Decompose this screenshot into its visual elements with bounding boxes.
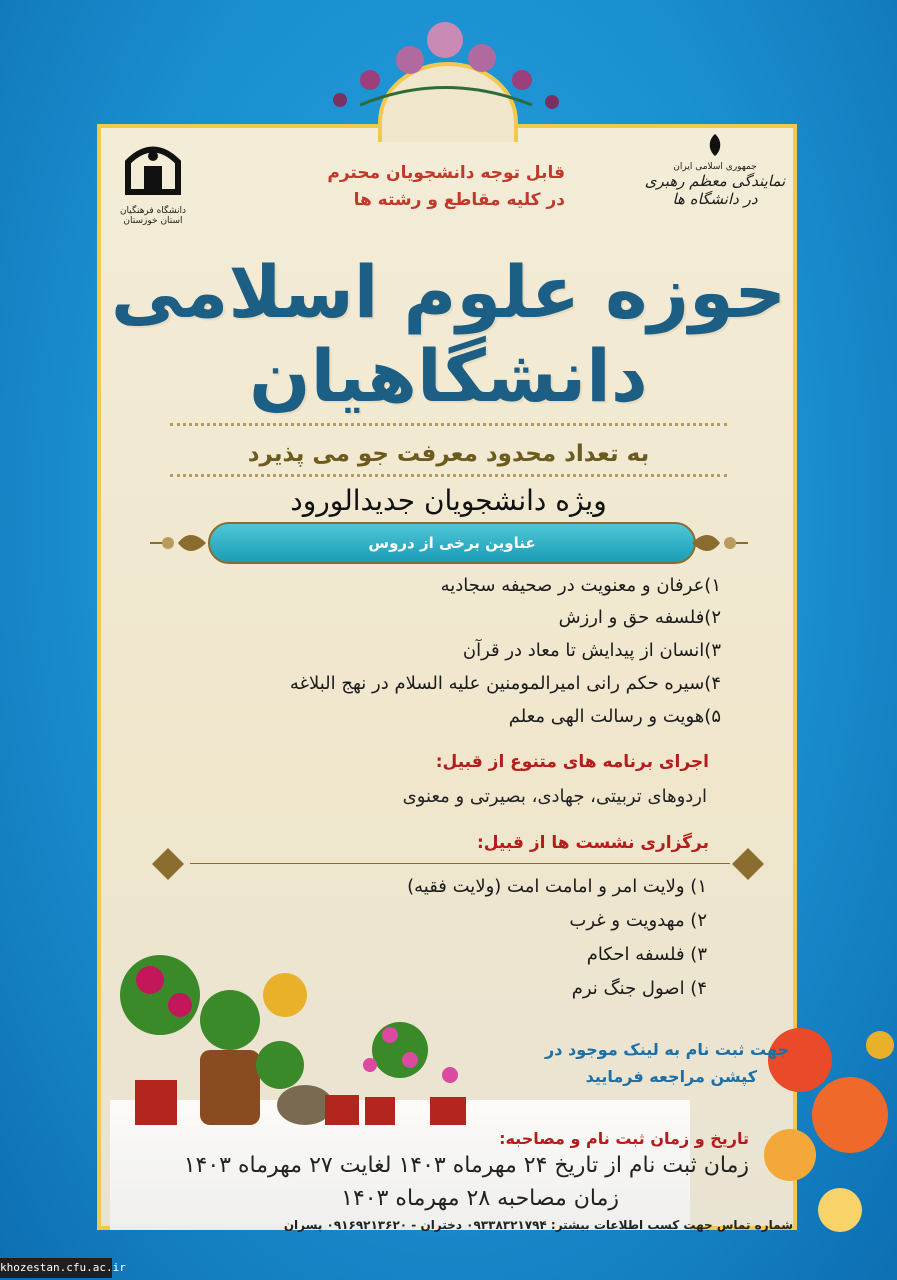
session-item: ۱) ولایت امر و امامت امت (ولایت فقیه) — [407, 876, 707, 897]
course-item: ۳)انسان از پیدایش تا معاد در قرآن — [462, 640, 721, 661]
ornament-small-right-icon — [730, 846, 766, 882]
ornament-left-icon — [150, 525, 206, 561]
top-flowers-decoration — [300, 10, 590, 120]
session-item: ۳) فلسفه احکام — [586, 944, 707, 965]
interview-date: زمان مصاحبه ۲۸ مهرماه ۱۴۰۳ — [341, 1186, 619, 1211]
special-line: ویژه دانشجویان جدیدالورود — [290, 484, 607, 517]
courses-banner: عناوین برخی از دروس — [208, 522, 696, 564]
course-item: ۲)فلسفه حق و ارزش — [558, 607, 721, 628]
notice-line-2: در کلیه مقاطع و رشته ها — [353, 190, 565, 210]
university-emblem-icon — [118, 132, 188, 202]
iran-emblem-icon — [700, 132, 730, 158]
motto-text: نمایندگی معظم رهبری در دانشگاه ها — [644, 172, 786, 208]
main-title: حوزه علوم اسلامی دانشگاهیان — [110, 250, 787, 418]
ornament-right-icon — [692, 525, 748, 561]
contact-info: شماره تماس جهت کسب اطلاعات بیشتر: ۰۹۳۳۸۳۲۱۷۹۴ دختران - ۰۹۱۶۹۲۱۳۶۲۰ پسران — [283, 1218, 793, 1232]
programs-text: اردوهای تربیتی، جهادی، بصیرتی و معنوی — [402, 786, 707, 807]
session-item: ۴) اصول جنگ نرم — [571, 978, 707, 999]
sessions-heading: برگزاری نشست ها از قبیل: — [476, 833, 709, 853]
logo-left-caption2: استان خوزستان — [123, 216, 183, 226]
leader-office-logo — [640, 132, 790, 208]
programs-heading: اجرای برنامه های متنوع از قبیل: — [435, 752, 709, 772]
notice-line-1: قابل توجه دانشجویان محترم — [327, 163, 565, 183]
logo-left-caption1: دانشگاه فرهنگیان — [119, 206, 187, 216]
divider-top — [170, 423, 727, 426]
sessions-divider — [190, 863, 730, 864]
accept-line: به تعداد محدود معرفت جو می پذیرد — [247, 441, 650, 467]
potted-plants-decoration — [110, 925, 510, 1135]
registration-dates: زمان ثبت نام از تاریخ ۲۴ مهرماه ۱۴۰۳ لغایت ۲۷ مهرماه ۱۴۰۳ — [183, 1153, 749, 1178]
divider-bottom — [170, 474, 727, 477]
registration-line-2: کپشن مراجعه فرمایید — [585, 1067, 757, 1086]
site-watermark: khozestan.cfu.ac.ir — [0, 1258, 112, 1278]
ornament-small-left-icon — [150, 846, 186, 882]
course-item: ۴)سیره حکم رانی امیرالمومنین علیه السلام در نهج البلاغه — [289, 673, 721, 694]
logo-right-caption: جمهوری اسلامی ایران — [673, 162, 757, 172]
course-item: ۱)عرفان و معنویت در صحیفه سجادیه — [440, 575, 721, 596]
dates-heading: تاریخ و زمان ثبت نام و مصاحبه: — [499, 1129, 749, 1148]
course-item: ۵)هویت و رسالت الهی معلم — [508, 706, 721, 727]
registration-line-1: جهت ثبت نام به لینک موجود در — [545, 1040, 789, 1059]
university-logo — [108, 132, 198, 226]
session-item: ۲) مهدویت و غرب — [569, 910, 707, 931]
